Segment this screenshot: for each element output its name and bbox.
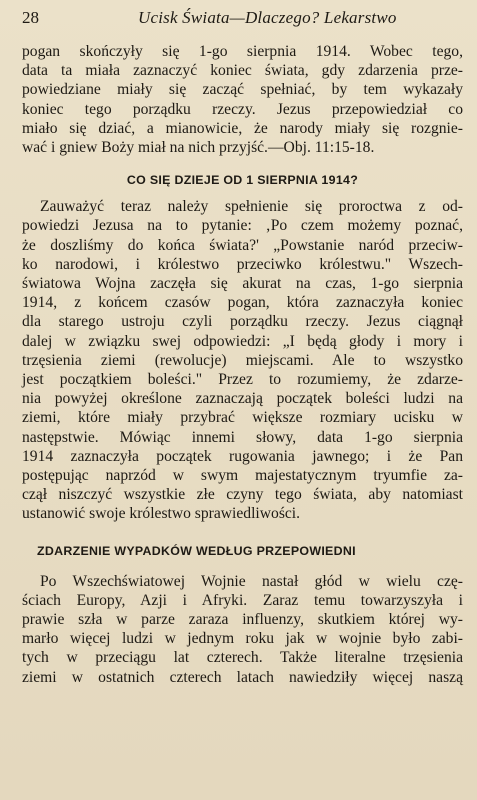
paragraph-1 (22, 42, 463, 157)
text-line: trzęsienia ziemi (rewolucje) miejscami. Ale to wszystko (22, 351, 463, 369)
text-line: 1914, z końcem czasów pogan, która zaznaczyła koniec (22, 294, 463, 312)
page-number: 28 (22, 8, 39, 27)
text-line: prawie szła w parze zaraza influenzy, skutkiem której wy- (22, 611, 463, 629)
text-line: pogan skończyły się 1-go sierpnia 1914. Wobec tego, (22, 43, 463, 60)
text-line: że doszliśmy do końca świata?' „Powstanie naród przeciw- (22, 236, 463, 254)
text-line: marło więcej ludzi w jednym roku jak w wojnie było zabi- (22, 630, 463, 648)
section-heading-1: CO SIĘ DZIEJE OD 1 SIERPNIA 1914? (126, 173, 359, 188)
running-title: Ucisk Świata—Dlaczego? Lekarstwo (138, 8, 397, 27)
text-line: postępując naprzód w swym majestatycznym tryumfie za- (22, 467, 463, 485)
text-line: dla starego ustroju czyli porządku rzeczy. Jezus ciągnął (22, 313, 463, 331)
paragraph-2 (22, 197, 463, 523)
text-line: miało się dziać, a mianowicie, że narody miały się rozgnie- (22, 119, 463, 137)
text-line: ustanowić swoje królestwo sprawiedliwości. (22, 505, 301, 523)
text-line: nia powyżej określone zaznaczają początek boleści ludzi na (22, 390, 463, 408)
text-line: ko narodowi, i królestwo przeciwko królestwu." Wszech- (22, 255, 463, 273)
text-line: powiedzi Jezusa na to pytanie: ‚Po czem możemy poznać, (22, 217, 463, 235)
section-heading-2: ZDARZENIE WYPADKÓW WEDŁUG PRZEPOWIEDNI (37, 543, 356, 558)
text-line: 1914 zaznaczyła początek rugowania jawnego; i że Pan (22, 447, 463, 465)
paragraph-3 (22, 572, 463, 687)
text-line: jest początkiem boleści." Przez to rozumiemy, że zdarze- (22, 371, 463, 389)
text-line: data ta miała zaznaczyć koniec świata, gdy zdarzenia prze- (22, 62, 463, 80)
running-header (22, 8, 463, 42)
text-line: dalej w związku swej odpowiedzi: „I będą głody i mory i (22, 332, 463, 350)
text-line: czął niszczyć wszystkie złe czyny tego świata, aby natomiast (22, 486, 463, 504)
text-line: Po Wszechświatowej Wojnie nastał głód w wielu czę- (40, 572, 463, 590)
text-line: następstwie. Mówiąc innemi słowy, data 1-go sierpnia (22, 428, 463, 446)
text-line: wać i gniew Boży miał na nich przyjść.—Obj. 11:15-18. (22, 139, 375, 157)
text-line: ziemi w ostatnich czterech latach nawiedziły więcej naszą (22, 668, 463, 686)
text-line: światowa Wojna zaczęła się akurat na czas, 1-go sierpnia (22, 275, 463, 293)
text-line: powiedziane miały się zacząć spełniać, by tem wykazały (22, 81, 463, 99)
text-line: koniec tego porządku rzeczy. Jezus przepowiedział co (22, 100, 463, 118)
text-line: ściach Europy, Azji i Afryki. Zaraz temu towarzyszyła i (22, 591, 463, 609)
text-line: Zauważyć teraz należy spełnienie się proroctwa z od- (40, 198, 463, 216)
text-line: ziemi, które miały przybrać większe rozmiary ucisku w (22, 409, 463, 427)
text-line: tych w przeciągu lat czterech. Także literalne trzęsienia (22, 649, 463, 667)
